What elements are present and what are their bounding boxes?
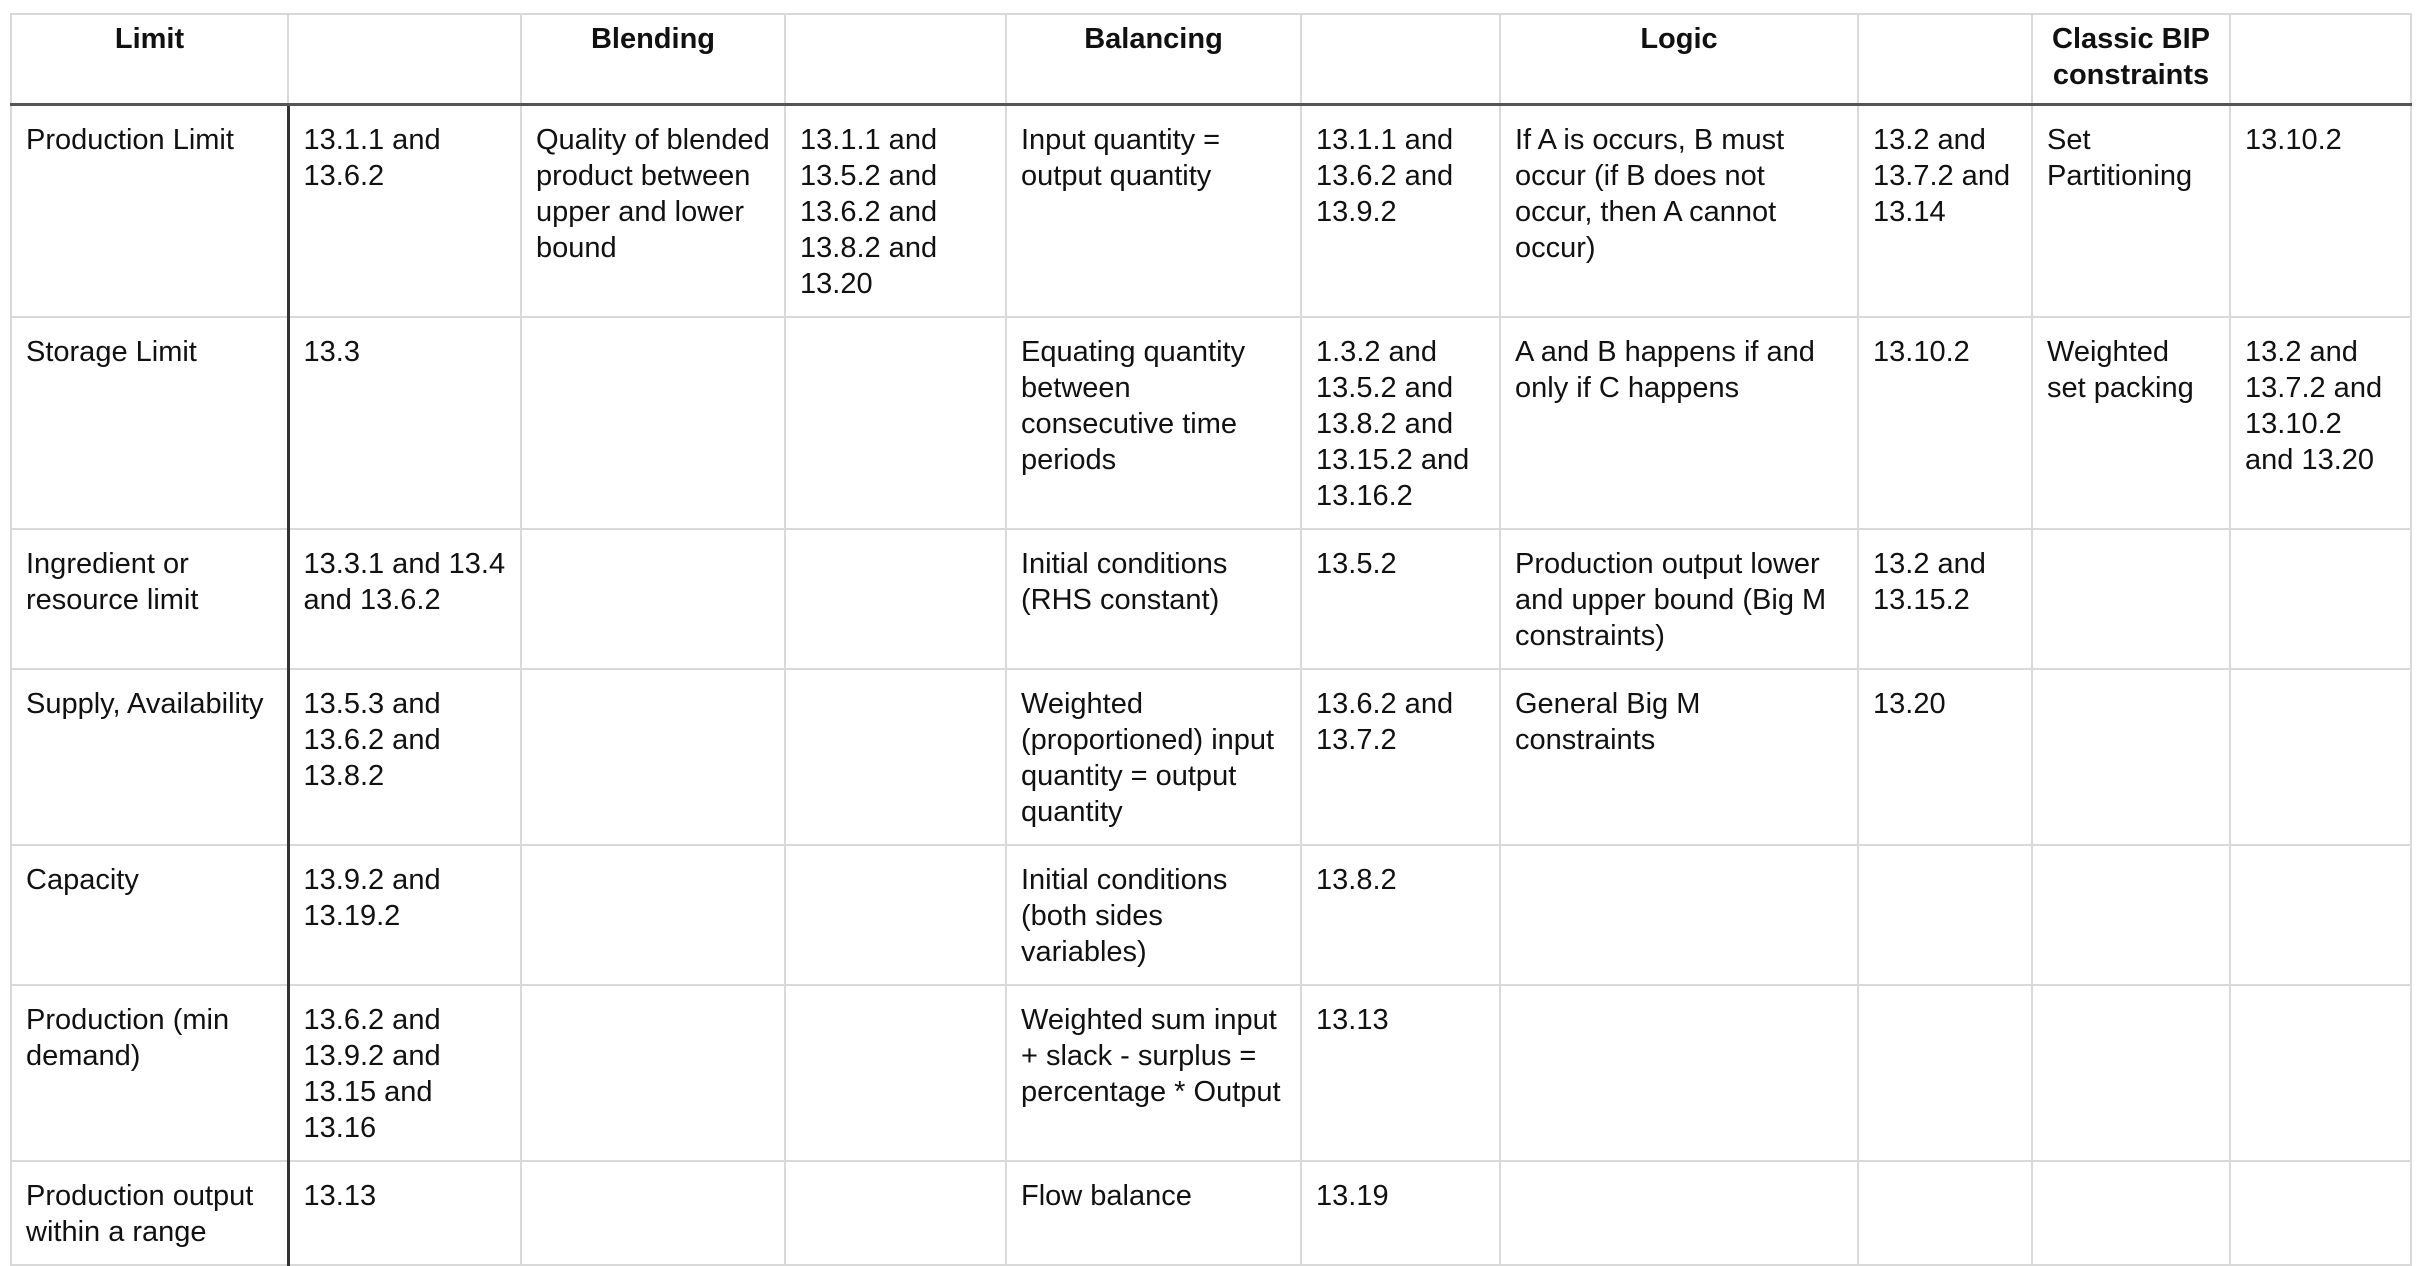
table-cell: General Big M constraints: [1500, 669, 1858, 845]
table-cell: [785, 529, 1006, 669]
table-cell: Production output lower and upper bound (Big M constraints): [1500, 529, 1858, 669]
table-cell: 13.1.1 and 13.6.2: [288, 105, 521, 318]
table-cell: [2032, 669, 2230, 845]
header-row: [11, 14, 2411, 105]
table-cell: 13.8.2: [1301, 845, 1500, 985]
table-cell: 13.9.2 and 13.19.2: [288, 845, 521, 985]
table-cell: 13.3: [288, 317, 521, 529]
table-row: [11, 529, 2411, 669]
table-row: [11, 1161, 2411, 1265]
table-cell: 13.10.2: [2230, 105, 2411, 318]
table-cell: 13.1.1 and 13.5.2 and 13.6.2 and 13.8.2 and 13.20: [785, 105, 1006, 318]
table-cell: [521, 845, 785, 985]
table-cell: 13.19: [1301, 1161, 1500, 1265]
table-cell: [785, 845, 1006, 985]
table-cell: [1500, 985, 1858, 1161]
table-row: [11, 669, 2411, 845]
table-cell: 13.2 and 13.7.2 and 13.14: [1858, 105, 2032, 318]
header-limit: Limit: [11, 14, 288, 105]
table-cell: Production output within a range: [11, 1161, 288, 1265]
table-cell: 13.5.2: [1301, 529, 1500, 669]
table-cell: 1.3.2 and 13.5.2 and 13.8.2 and 13.15.2 and 13.16.2: [1301, 317, 1500, 529]
table-cell: 13.3.1 and 13.4 and 13.6.2: [288, 529, 521, 669]
header-logic: Logic: [1500, 14, 1858, 105]
table-cell: Supply, Availability: [11, 669, 288, 845]
table-cell: [785, 669, 1006, 845]
table-cell: Weighted sum input + slack - surplus = percentage * Output: [1006, 985, 1301, 1161]
table-cell: 13.10.2: [1858, 317, 2032, 529]
table-cell: [785, 317, 1006, 529]
table-cell: Set Partitioning: [2032, 105, 2230, 318]
table-cell: A and B happens if and only if C happens: [1500, 317, 1858, 529]
table-row: [11, 105, 2411, 318]
table-cell: [1500, 1161, 1858, 1265]
table-cell: [2230, 1161, 2411, 1265]
table-cell: [785, 985, 1006, 1161]
table-cell: [2230, 529, 2411, 669]
table-cell: [2230, 845, 2411, 985]
table-cell: If A is occurs, B must occur (if B does not occur, then A cannot occur): [1500, 105, 1858, 318]
table-cell: Production (min demand): [11, 985, 288, 1161]
table-cell: [785, 1161, 1006, 1265]
header-balancing: Balancing: [1006, 14, 1301, 105]
table-cell: 13.13: [1301, 985, 1500, 1161]
header-classic-bip: Classic BIP constraints: [2032, 14, 2230, 105]
table-cell: Ingredient or resource limit: [11, 529, 288, 669]
table-cell: Equating quantity between consecutive time periods: [1006, 317, 1301, 529]
table-row: [11, 985, 2411, 1161]
table-cell: [2032, 1161, 2230, 1265]
table-row: [11, 317, 2411, 529]
table-cell: [2032, 529, 2230, 669]
table-cell: Initial conditions (RHS constant): [1006, 529, 1301, 669]
table-cell: [521, 985, 785, 1161]
table-cell: [521, 669, 785, 845]
table-cell: Production Limit: [11, 105, 288, 318]
table-cell: Initial conditions (both sides variables): [1006, 845, 1301, 985]
table-cell: Quality of blended product between upper and lower bound: [521, 105, 785, 318]
header-limit-refs: [288, 14, 521, 105]
table-cell: [2230, 669, 2411, 845]
table-cell: 13.13: [288, 1161, 521, 1265]
constraints-table: [10, 13, 2412, 1266]
table-cell: [521, 317, 785, 529]
table-cell: 13.6.2 and 13.9.2 and 13.15 and 13.16: [288, 985, 521, 1161]
table-cell: 13.2 and 13.15.2: [1858, 529, 2032, 669]
table-cell: [1858, 1161, 2032, 1265]
table-cell: 13.2 and 13.7.2 and 13.10.2 and 13.20: [2230, 317, 2411, 529]
table-cell: Capacity: [11, 845, 288, 985]
table-cell: Weighted set packing: [2032, 317, 2230, 529]
header-logic-refs: [1858, 14, 2032, 105]
table-cell: Storage Limit: [11, 317, 288, 529]
table-row: [11, 845, 2411, 985]
table-cell: [521, 529, 785, 669]
table-cell: [2032, 985, 2230, 1161]
table-cell: 13.6.2 and 13.7.2: [1301, 669, 1500, 845]
table-cell: [521, 1161, 785, 1265]
table-cell: [1500, 845, 1858, 985]
table-cell: Flow balance: [1006, 1161, 1301, 1265]
table-cell: Input quantity = output quantity: [1006, 105, 1301, 318]
table-cell: [2230, 985, 2411, 1161]
table-cell: [1858, 845, 2032, 985]
table-cell: 13.20: [1858, 669, 2032, 845]
header-blending: Blending: [521, 14, 785, 105]
table-cell: Weighted (proportioned) input quantity = output quantity: [1006, 669, 1301, 845]
header-classic-bip-refs: [2230, 14, 2411, 105]
table-cell: 13.1.1 and 13.6.2 and 13.9.2: [1301, 105, 1500, 318]
table-cell: [2032, 845, 2230, 985]
table-cell: 13.5.3 and 13.6.2 and 13.8.2: [288, 669, 521, 845]
header-blending-refs: [785, 14, 1006, 105]
header-balancing-refs: [1301, 14, 1500, 105]
table-cell: [1858, 985, 2032, 1161]
